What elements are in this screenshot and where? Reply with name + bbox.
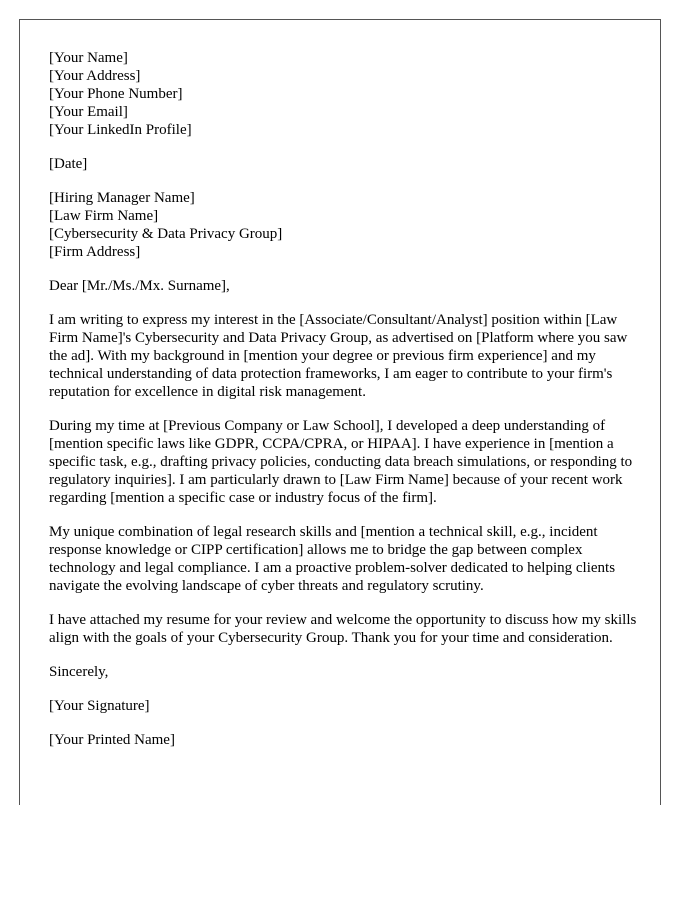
sender-name: [Your Name] (49, 50, 128, 66)
sender-email: [Your Email] (49, 104, 128, 120)
sender-linkedin: [Your LinkedIn Profile] (49, 122, 192, 138)
letter-body (49, 49, 641, 765)
recipient-firm-name: [Law Firm Name] (49, 208, 159, 224)
sender-block (49, 49, 641, 139)
recipient-group: [Cybersecurity & Data Privacy Group] (49, 226, 283, 242)
body-paragraph-intro: I am writing to express my interest in the [Associate/Consultant/Analyst] position within [Law Firm Name]'s Cybersecurity and Data Privacy Group, as advertised on [Platform where you saw the ad]. With my background in [mention your degree or previous firm experience] and my technical understanding of data protection frameworks, I am eager to contribute to your firm's reputation for excellence in digital risk management. (49, 312, 628, 400)
printed-name: [Your Printed Name] (49, 732, 175, 748)
recipient-hiring-manager: [Hiring Manager Name] (49, 190, 195, 206)
body-paragraph-skills: My unique combination of legal research skills and [mention a technical skill, e.g., incident response knowledge or CIPP certification] allows me to bridge the gap between complex technology and legal compliance. I am a proactive problem-solver dedicated to helping clients navigate the evolving landscape of cyber threats and regulatory scrutiny. (49, 524, 616, 594)
recipient-block (49, 189, 641, 261)
salutation: Dear [Mr./Ms./Mx. Surname], (49, 278, 230, 294)
signature: [Your Signature] (49, 698, 150, 714)
sender-phone: [Your Phone Number] (49, 86, 183, 102)
recipient-firm-address: [Firm Address] (49, 244, 141, 260)
body-paragraph-closing: I have attached my resume for your review and welcome the opportunity to discuss how my skills align with the goals of your Cybersecurity Group. Thank you for your time and consideration. (49, 612, 637, 646)
letter-page (19, 19, 661, 805)
sender-address: [Your Address] (49, 68, 141, 84)
closing: Sincerely, (49, 664, 109, 680)
date-block (49, 155, 641, 173)
body-paragraph-experience: During my time at [Previous Company or Law School], I developed a deep understanding of [mention specific laws like GDPR, CCPA/CPRA, or HIPAA]. I have experience in [mention a specific task, e.g., drafting privacy policies, conducting data breach simulations, or responding to regulatory inquiries]. I am particularly drawn to [Law Firm Name] because of your recent work regarding [mention a specific case or industry focus of the firm]. (49, 418, 633, 506)
letter-date: [Date] (49, 156, 88, 172)
